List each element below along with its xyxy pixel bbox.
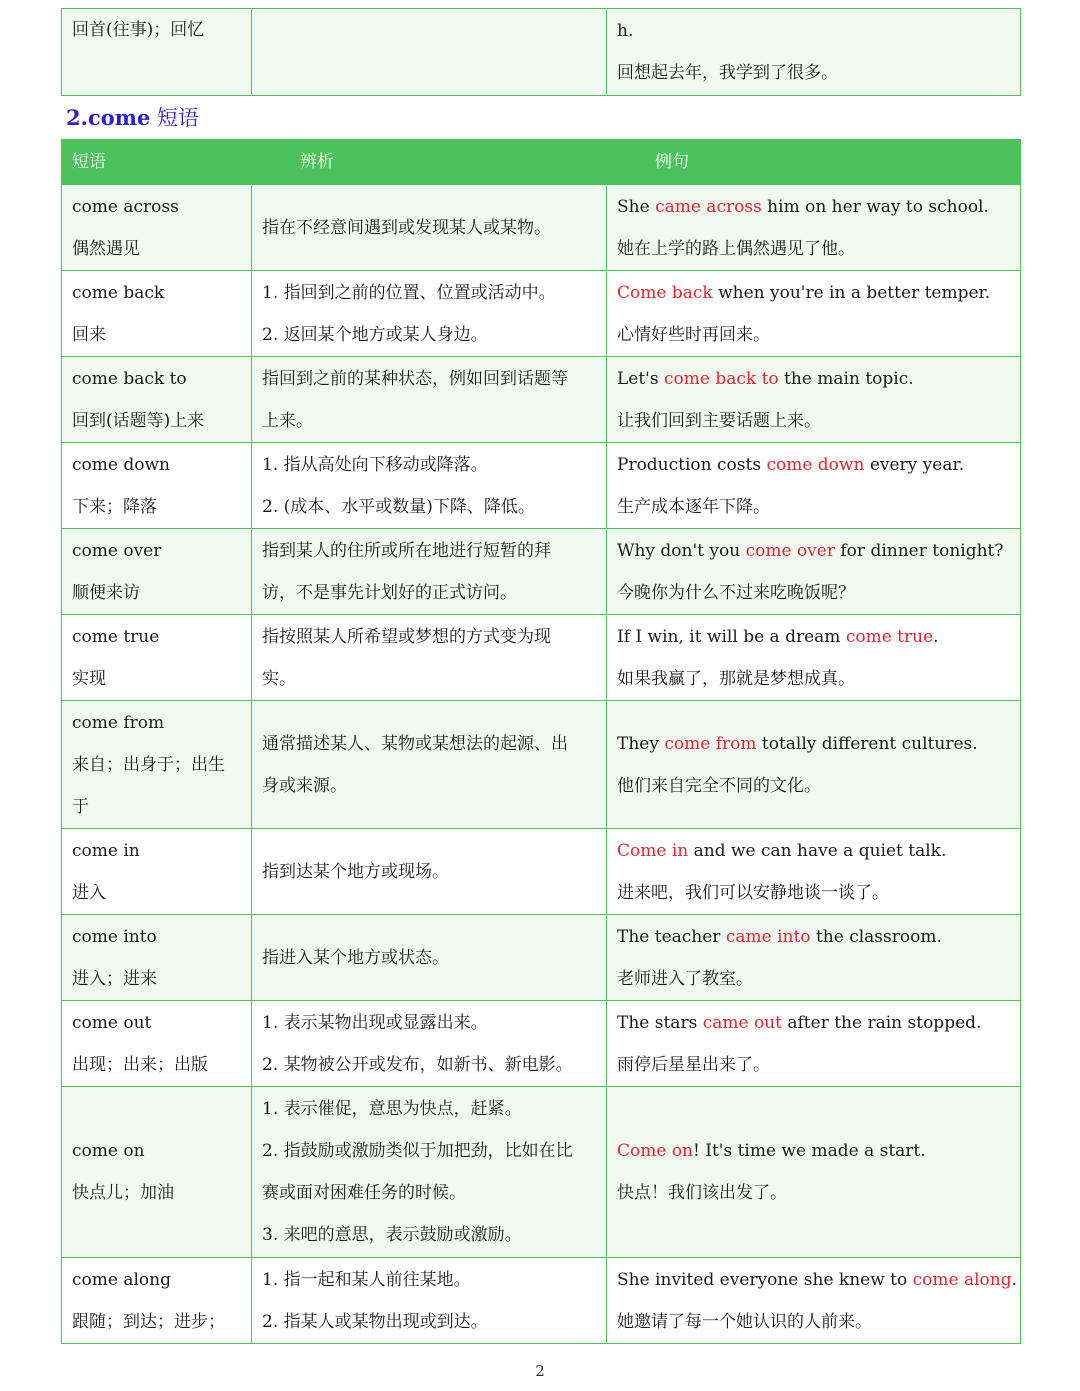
example-en [617,723,1010,765]
example-cell [607,915,1021,1001]
example-text: The stars [617,1012,703,1033]
section-title [66,102,199,132]
analysis-line: 2. 指鼓励或激励类似于加把劲，比如在比 [262,1141,573,1161]
phrase-meaning: 回首(往事)；回忆 [72,20,205,40]
example-text: Production costs [617,454,767,475]
analysis-cell [252,443,607,529]
example-cn: 她在上学的路上偶然遇见了他。 [617,238,855,259]
example-highlight: come from [664,733,757,754]
example-cn: 回想起去年，我学到了很多。 [617,63,838,83]
phrase-term: come along [72,1269,171,1290]
table-row [62,829,1021,915]
phrase-cell [62,915,252,1001]
analysis-line: 2. 某物被公开或发布，如新书、新电影。 [262,1054,573,1075]
analysis-line: 实。 [262,668,296,689]
phrase-meaning: 下来；降落 [72,496,157,517]
analysis-line: 指回到之前的某种状态，例如回到话题等 [262,368,568,389]
analysis-cell [252,615,607,701]
example-highlight: come along [912,1269,1012,1290]
example-text: the classroom. [810,926,942,947]
example-highlight: came into [725,926,811,947]
table-row [62,915,1021,1001]
example-cell [607,271,1021,357]
analysis-line: 指进入某个地方或状态。 [262,947,449,968]
analysis-line: 身或来源。 [262,775,347,796]
phrase-meaning: 回到(话题等)上来 [72,410,205,431]
example-en [617,530,1010,572]
example-highlight: come back to [663,368,779,389]
example-en [617,186,1010,228]
table-row [62,185,1021,271]
example-highlight: Come on [617,1141,694,1161]
table-row [62,1087,1021,1258]
analysis-line: 赛或面对困难任务的时候。 [262,1183,466,1203]
phrase-term: come out [72,1012,152,1033]
analysis-line: 指到达某个地方或现场。 [262,861,449,882]
phrase-meaning: 出现；出来；出版 [72,1054,208,1075]
example-en [617,830,1010,872]
header-phrase: 短语 [62,140,252,185]
phrase-meaning: 于 [72,796,89,817]
phrase-meaning: 快点儿；加油 [72,1183,174,1203]
example-en [617,1130,1010,1172]
example-cell [607,443,1021,529]
table-row [62,271,1021,357]
section-keyword: come [87,105,151,130]
example-en [617,1259,1018,1301]
analysis-line: 3. 来吧的意思，表示鼓励或激励。 [262,1225,522,1245]
analysis-cell [252,1258,607,1344]
example-cell [607,829,1021,915]
analysis-line: 2. (成本、水平或数量)下降、降低。 [262,496,535,517]
phrase-term: come across [72,196,179,217]
phrase-meaning: 偶然遇见 [72,238,140,259]
analysis-cell [252,701,607,829]
analysis-cell [252,915,607,1001]
analysis-line: 上来。 [262,410,313,431]
example-cn: 进来吧，我们可以安静地谈一谈了。 [617,882,889,903]
example-text: every year. [864,454,965,475]
example-cn: 她邀请了每一个她认识的人前来。 [617,1311,872,1332]
table-row [62,701,1021,829]
example-highlight: Come back [617,282,713,303]
example-text: . [933,626,939,647]
example-en [617,916,1010,958]
analysis-line: 1. 指回到之前的位置、位置或活动中。 [262,282,556,303]
example-text: the main topic. [778,368,914,389]
table-row [62,529,1021,615]
phrase-term: come from [72,712,165,733]
analysis-cell [252,357,607,443]
analysis-cell [252,271,607,357]
phrase-cell [62,1258,252,1344]
example-en [617,358,1010,400]
phrase-cell [62,615,252,701]
example-text: for dinner tonight? [834,540,1004,561]
analysis-cell [252,529,607,615]
analysis-cell [252,829,607,915]
phrase-term: come in [72,840,140,861]
table-row [62,443,1021,529]
example-text: She invited everyone she knew to [617,1269,913,1290]
phrase-cell [62,701,252,829]
example-text: . [1011,1269,1018,1290]
example-highlight: come down [766,454,865,475]
example-cn: 今晚你为什么不过来吃晚饭呢？ [617,582,855,603]
phrase-meaning: 跟随；到达；进步； [72,1311,225,1332]
example-cn: 心情好些时再回来。 [617,324,770,345]
example-cell [607,1258,1021,1344]
example-cn: 让我们回到主要话题上来。 [617,410,821,431]
phrase-meaning: 实现 [72,668,106,689]
example-text: totally different cultures. [756,733,978,754]
analysis-cell [252,185,607,271]
phrase-cell [62,357,252,443]
phrase-term: come on [72,1141,145,1161]
example-text: Let's [617,368,664,389]
phrase-cell [62,829,252,915]
phrase-table [61,139,1021,1344]
analysis-line: 2. 指某人或某物出现或到达。 [262,1311,488,1332]
example-text: when you're in a better temper. [712,282,991,303]
example-cell [607,1001,1021,1087]
page-number: 2 [535,1362,545,1380]
example-cell [607,357,1021,443]
analysis-line: 指在不经意间遇到或发现某人或某物。 [262,217,551,238]
section-number: 2. [66,105,88,130]
table-row [62,615,1021,701]
example-cn: 雨停后星星出来了。 [617,1054,770,1075]
phrase-cell [62,1087,252,1258]
example-text: after the rain stopped. [781,1012,982,1033]
phrase-cell [62,443,252,529]
analysis-line: 1. 指从高处向下移动或降落。 [262,454,488,475]
example-cell [607,529,1021,615]
example-text: The teacher [617,926,726,947]
phrase-cell [62,1001,252,1087]
example-en [617,616,1010,658]
example-cn: 如果我赢了，那就是梦想成真。 [617,668,855,689]
header-analysis: 辨析 [252,140,607,185]
analysis-line: 指到某人的住所或所在地进行短暂的拜 [262,540,551,561]
example-text: If I win, it will be a dream [617,626,846,647]
analysis-cell [252,1001,607,1087]
analysis-line: 访，不是事先计划好的正式访问。 [262,582,517,603]
phrase-term: come back to [72,368,187,389]
example-text: Why don't you [617,540,746,561]
table-row [62,357,1021,443]
phrase-cell [62,9,252,96]
phrase-meaning: 进入；进来 [72,968,157,989]
phrase-term: come down [72,454,170,475]
phrase-meaning: 来自；出身于；出生 [72,754,225,775]
header-example: 例句 [607,140,1021,185]
table-row [62,1258,1021,1344]
example-text: She [617,196,656,217]
example-highlight: came out [702,1012,782,1033]
analysis-line: 1. 表示某物出现或显露出来。 [262,1012,488,1033]
phrase-term: come back [72,282,165,303]
example-highlight: come over [745,540,835,561]
table-header-row [62,140,1021,185]
example-cn: 生产成本逐年下降。 [617,496,770,517]
analysis-line: 2. 返回某个地方或某人身边。 [262,324,488,345]
phrase-term: come true [72,626,160,647]
example-cell [607,701,1021,829]
example-cell [607,9,1021,96]
section-suffix: 短语 [150,106,199,130]
analysis-cell [252,1087,607,1258]
example-text: ! It's time we made a start. [693,1141,926,1161]
analysis-cell [252,9,607,96]
example-en: h. [617,21,634,41]
example-cn: 快点！我们该出发了。 [617,1183,787,1203]
phrase-term: come into [72,926,157,947]
phrase-term: come over [72,540,162,561]
example-cell [607,615,1021,701]
example-cn: 老师进入了教室。 [617,968,753,989]
example-highlight: Come in [617,840,689,861]
phrase-meaning: 回来 [72,324,106,345]
analysis-line: 1. 表示催促，意思为快点，赶紧。 [262,1099,522,1119]
table-row [62,9,1021,96]
table-row [62,1001,1021,1087]
example-cell [607,185,1021,271]
example-en [617,272,1010,314]
example-text: and we can have a quiet talk. [688,840,947,861]
phrase-cell [62,185,252,271]
example-highlight: come true [845,626,934,647]
example-en [617,444,1010,486]
phrase-meaning: 进入 [72,882,106,903]
example-cell [607,1087,1021,1258]
analysis-line: 通常描述某人、某物或某想法的起源、出 [262,733,568,754]
example-text: him on her way to school. [761,196,989,217]
top-table-fragment [61,8,1021,96]
example-cn: 他们来自完全不同的文化。 [617,775,821,796]
phrase-cell [62,271,252,357]
phrase-meaning: 顺便来访 [72,582,140,603]
example-highlight: came across [655,196,762,217]
phrase-cell [62,529,252,615]
analysis-line: 指按照某人所希望或梦想的方式变为现 [262,626,551,647]
example-text: They [617,733,665,754]
analysis-line: 1. 指一起和某人前往某地。 [262,1269,471,1290]
example-en [617,1002,1010,1044]
